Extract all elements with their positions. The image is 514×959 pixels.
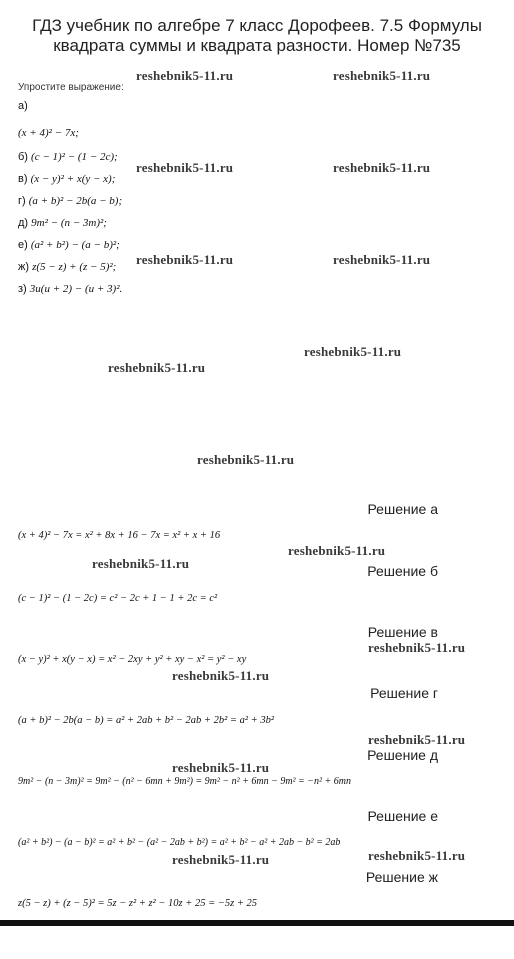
solution-heading-d: Решение д	[367, 747, 438, 763]
watermark: reshebnik5-11.ru	[288, 543, 386, 558]
watermark: reshebnik5-11.ru	[172, 852, 270, 867]
watermark: reshebnik5-11.ru	[172, 668, 270, 683]
task-v	[18, 173, 115, 185]
task-expr: 3u(u + 2) − (u + 3)².	[29, 283, 123, 295]
solution-heading-b: Решение б	[367, 563, 438, 579]
watermark: reshebnik5-11.ru	[368, 848, 466, 863]
task-label: е)	[18, 239, 28, 251]
solution-text-e: (a² + b²) − (a − b)² = a² + b² − (a² − 2ab + b²) = a² + b² − a² + 2ab − b² = 2ab	[18, 837, 341, 848]
page-title: ГДЗ учебник по алгебре 7 класс Дорофеев. 7.5 Формулы квадрата суммы и квадрата разности. Номер №735	[32, 16, 482, 55]
solution-text-a: (x + 4)² − 7x = x² + 8x + 16 − 7x = x² + x + 16	[18, 530, 221, 541]
task-b	[18, 151, 118, 163]
watermark: reshebnik5-11.ru	[333, 68, 431, 83]
watermark: reshebnik5-11.ru	[333, 252, 431, 267]
task-a-label: а)	[18, 100, 28, 112]
watermark: reshebnik5-11.ru	[197, 452, 295, 467]
solution-text-zh: z(5 − z) + (z − 5)² = 5z − z² + z² − 10z + 25 = −5z + 25	[18, 898, 258, 909]
task-zh	[18, 261, 116, 273]
task-label: в)	[18, 173, 28, 185]
solution-heading-g: Решение г	[370, 685, 438, 701]
watermark: reshebnik5-11.ru	[368, 640, 466, 655]
task-expr: z(5 − z) + (z − 5)²;	[32, 261, 117, 273]
watermark: reshebnik5-11.ru	[136, 252, 234, 267]
solution-text-g: (a + b)² − 2b(a − b) = a² + 2ab + b² − 2ab + 2b² = a² + 3b²	[18, 715, 274, 726]
task-expr: 9m² − (n − 3m)²;	[31, 217, 107, 229]
task-e	[18, 239, 120, 251]
solution-heading-e: Решение е	[367, 808, 438, 824]
task-expr: (a + b)² − 2b(a − b);	[28, 195, 123, 207]
solution-text-b: (c − 1)² − (1 − 2c) = c² − 2c + 1 − 1 + 2c = c²	[18, 593, 218, 604]
task-expr: (x − y)² + x(y − x);	[30, 173, 116, 185]
task-label: з)	[18, 283, 27, 295]
watermark: reshebnik5-11.ru	[136, 68, 234, 83]
solution-text-v: (x − y)² + x(y − x) = x² − 2xy + y² + xy − x² = y² − xy	[18, 654, 247, 665]
task-intro: Упростите выражение:	[18, 82, 124, 93]
task-expr: (a² + b²) − (a − b)²;	[30, 239, 120, 251]
solution-heading-zh: Решение ж	[365, 869, 438, 885]
watermark: reshebnik5-11.ru	[108, 360, 206, 375]
task-g	[18, 195, 122, 207]
task-a-expr: (x + 4)² − 7x;	[18, 127, 79, 139]
watermark: reshebnik5-11.ru	[92, 556, 190, 571]
task-expr: (c − 1)² − (1 − 2c);	[31, 151, 118, 163]
solution-heading-v: Решение в	[367, 624, 438, 640]
watermark: reshebnik5-11.ru	[304, 344, 402, 359]
solution-text-d: 9m² − (n − 3m)² = 9m² − (n² − 6mn + 9m²) = 9m² − n² + 6mn − 9m² = −n² + 6mn	[18, 776, 352, 787]
task-label: ж)	[18, 261, 30, 273]
task-label: г)	[18, 195, 26, 207]
watermark: reshebnik5-11.ru	[172, 760, 270, 775]
task-z	[18, 283, 122, 295]
task-d	[18, 217, 107, 229]
bottom-bar	[0, 920, 514, 926]
solution-heading-a: Решение а	[367, 501, 438, 517]
watermark: reshebnik5-11.ru	[333, 160, 431, 175]
watermark: reshebnik5-11.ru	[368, 732, 466, 747]
task-label: д)	[18, 217, 29, 229]
task-label: б)	[18, 151, 28, 163]
watermark: reshebnik5-11.ru	[136, 160, 234, 175]
